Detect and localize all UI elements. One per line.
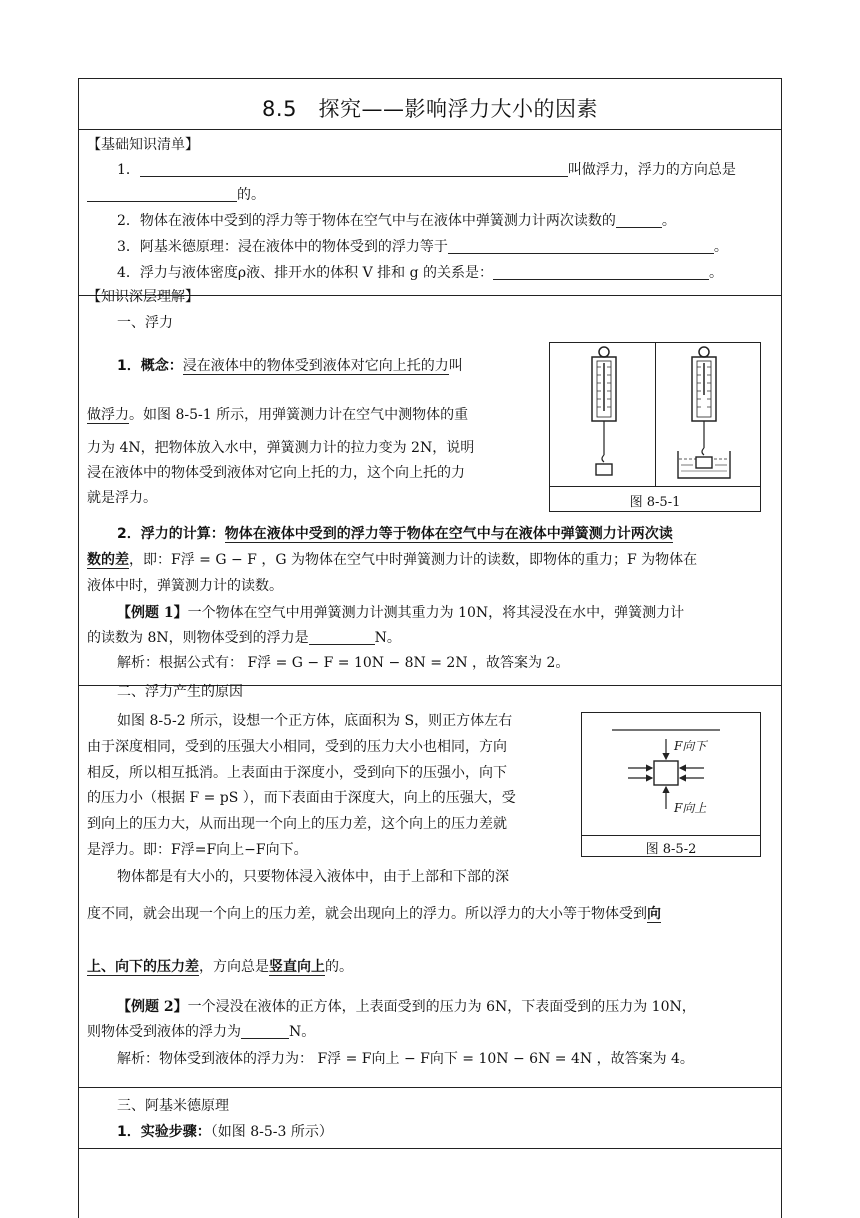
deep-header: 【知识深层理解】 [87, 289, 199, 305]
section3-title: 三、阿基米德原理 [117, 1098, 229, 1114]
example1-line1: 【例题 1】一个物体在空气中用弹簧测力计测其重力为 10N，将其浸没在水中，弹簧测力计 [117, 605, 685, 621]
force-down-label: F向下 [674, 739, 707, 753]
s2-line8: 度不同，就会出现一个向上的压力差，就会出现向上的浮力。所以浮力的大小等于物体受到向 [87, 906, 661, 922]
basics-q1: 1． 叫做浮力，浮力的方向总是 [117, 162, 736, 178]
concept-line1: 1．概念：浸在液体中的物体受到液体对它向上托的力叫 [117, 358, 463, 374]
s3-step: 1．实验步骤：（如图 8-5-3 所示） [117, 1124, 333, 1140]
calc-line1: 2．浮力的计算：物体在液体中受到的浮力等于物体在空气中与在液体中弹簧测力计两次读 [117, 526, 673, 542]
basics-header: 【基础知识清单】 [87, 137, 199, 153]
basics-q3: 3．阿基米德原理：浸在液体中的物体受到的浮力等于 。 [117, 239, 728, 255]
s2-line7: 物体都是有大小的，只要物体浸入液体中，由于上部和下部的深 [117, 869, 509, 885]
figure-8-5-2 [581, 712, 761, 857]
figure-caption: 图 8-5-1 [629, 495, 681, 510]
blank[interactable] [309, 628, 375, 645]
s2-line2: 由于深度相同，受到的压强大小相同，受到的压力大小也相同，方向 [87, 739, 507, 755]
s2-line3: 相反，所以相互抵消。上表面由于深度小，受到向下的压强小，向下 [87, 765, 507, 781]
example1-line2: 的读数为 8N，则物体受到的浮力是 N。 [87, 630, 401, 646]
example1-solution: 解析：根据公式有： F浮 = G − F = 10N − 8N = 2N ，故答案为 2。 [117, 655, 570, 671]
force-up-label: F向上 [674, 801, 707, 815]
figure-8-5-1 [549, 342, 761, 512]
concept-line2: 做浮力。如图 8-5-1 所示，用弹簧测力计在空气中测物体的重 [87, 407, 469, 423]
worksheet-frame [78, 78, 782, 1218]
calc-line2: 数的差，即：F浮 = G − F ，G 为物体在空气中时弹簧测力计的读数，即物体的重力；F 为物体在 [87, 552, 698, 568]
blank[interactable] [241, 1022, 289, 1039]
figure-caption: 图 8-5-2 [645, 842, 697, 857]
example2-solution: 解析：物体受到液体的浮力为： F浮 = F向上 − F向下 = 10N − 6N = 4N ，故答案为 4。 [117, 1051, 694, 1067]
blank[interactable] [493, 263, 709, 280]
pressure-cube-diagram [582, 713, 760, 835]
divider [79, 129, 781, 130]
s2-line4: 的压力小（根据 F = pS ），而下表面由于深度大，向上的压强大，受 [87, 790, 516, 806]
divider [79, 1148, 781, 1149]
basics-q4: 4．浮力与液体密度ρ液、排开水的体积 V 排和 g 的关系是： 。 [117, 265, 724, 281]
blank[interactable] [87, 185, 237, 202]
s2-line5: 到向上的压力大，从而出现一个向上的压力差，这个向上的压力差就 [87, 816, 507, 832]
blank[interactable] [448, 237, 714, 254]
calc-line3: 液体中时，弹簧测力计的读数。 [87, 578, 283, 594]
section2-title: 二、浮力产生的原因 [117, 684, 243, 700]
s2-line9: 上、向下的压力差，方向总是竖直向上的。 [87, 959, 353, 975]
basics-q2: 2．物体在液体中受到的浮力等于物体在空气中与在液体中弹簧测力计两次读数的 。 [117, 213, 676, 229]
section1-title: 一、浮力 [117, 315, 173, 331]
example2-line1: 【例题 2】一个浸没在液体的正方体，上表面受到的压力为 6N，下表面受到的压力为 10N， [117, 999, 696, 1015]
page-title: 8.5 探究——影响浮力大小的因素 [262, 97, 598, 121]
example2-line2: 则物体受到液体的浮力为 N。 [87, 1024, 316, 1040]
divider [79, 1087, 781, 1088]
s2-line6: 是浮力。即：F浮=F向上−F向下。 [87, 842, 308, 858]
concept-line3: 力为 4N，把物体放入水中，弹簧测力计的拉力变为 2N，说明 [87, 440, 475, 456]
basics-q1-cont: 的。 [87, 183, 773, 208]
blank[interactable] [616, 211, 662, 228]
blank[interactable] [140, 160, 568, 177]
concept-line5: 就是浮力。 [87, 490, 157, 506]
spring-scale-diagram [550, 343, 760, 486]
concept-line4: 浸在液体中的物体受到液体对它向上托的力，这个向上托的力 [87, 465, 465, 481]
s2-line1: 如图 8-5-2 所示，设想一个正方体，底面积为 S，则正方体左右 [117, 713, 513, 729]
